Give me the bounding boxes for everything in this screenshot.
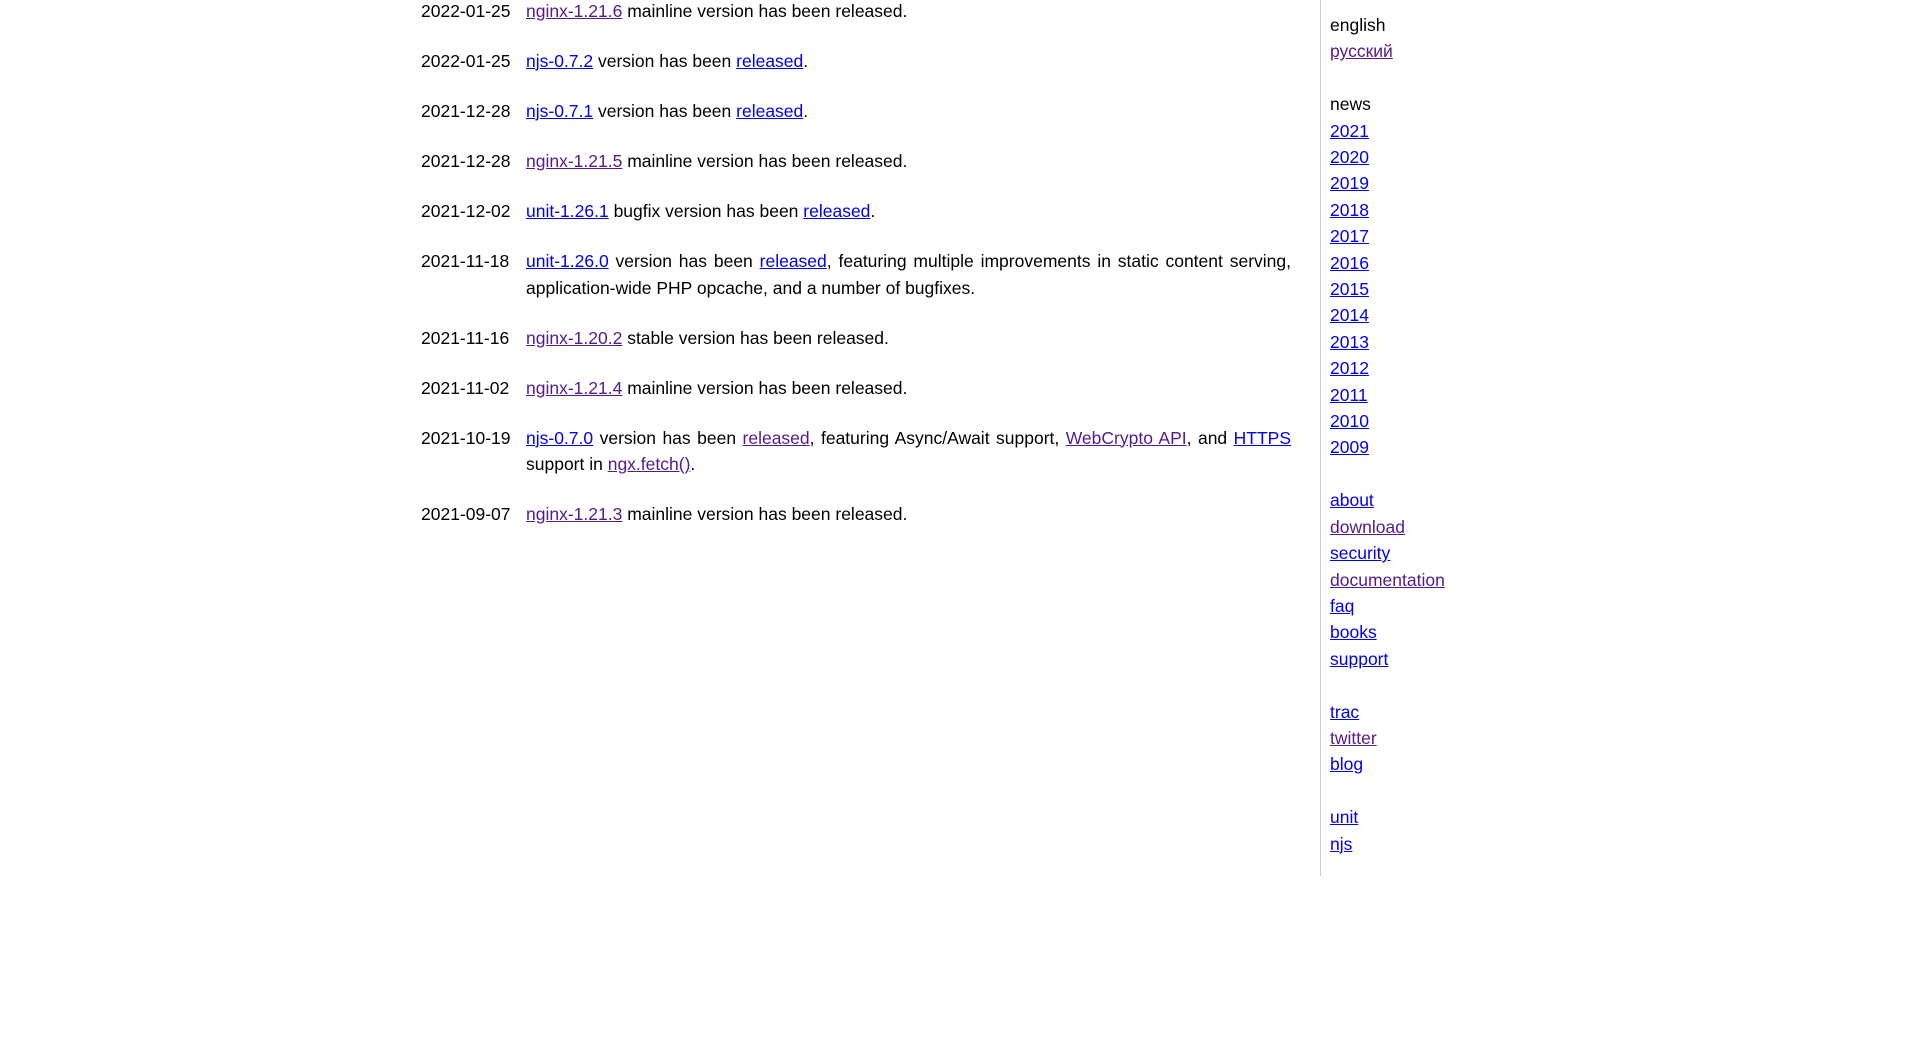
year-link-2012[interactable]: 2012 <box>1330 358 1369 379</box>
news-text <box>526 501 1291 528</box>
year-link-2015[interactable]: 2015 <box>1330 279 1369 300</box>
news-text-fragment: . <box>803 51 809 71</box>
news-text <box>526 325 1291 352</box>
news-text <box>526 198 1291 225</box>
news-entry <box>421 248 1291 301</box>
sidebar-menu <box>1330 12 1530 857</box>
language-link-1[interactable]: русский <box>1330 41 1393 62</box>
column-divider <box>1320 0 1321 876</box>
year-link-2009[interactable]: 2009 <box>1330 437 1369 458</box>
news-list <box>421 0 1291 551</box>
news-text-fragment: . <box>803 101 809 121</box>
year-link-2021[interactable]: 2021 <box>1330 120 1369 141</box>
year-link-2019[interactable]: 2019 <box>1330 173 1369 194</box>
news-entry <box>421 325 1291 352</box>
news-text-fragment: . <box>690 454 696 474</box>
news-text-fragment: . <box>870 201 876 221</box>
news-link-ngx-fetch[interactable]: ngx.fetch() <box>607 454 691 474</box>
menu-link-twitter[interactable]: twitter <box>1330 727 1377 748</box>
news-link-njs-0-7-1[interactable]: njs-0.7.1 <box>526 101 594 121</box>
year-link-2017[interactable]: 2017 <box>1330 226 1369 247</box>
menu-link-support[interactable]: support <box>1330 648 1389 669</box>
news-text <box>526 0 1291 25</box>
news-date: 2021-12-28 <box>421 101 511 121</box>
news-link-njs-0-7-0[interactable]: njs-0.7.0 <box>526 427 594 448</box>
year-link-2018[interactable]: 2018 <box>1330 199 1369 220</box>
news-date: 2021-12-28 <box>421 151 511 171</box>
menu-spacer <box>1330 461 1530 487</box>
news-text-fragment: mainline version has been released. <box>622 504 908 524</box>
news-text <box>526 425 1291 478</box>
news-text-fragment: , and <box>1186 427 1234 448</box>
news-link-nginx-1-21-3[interactable]: nginx-1.21.3 <box>526 504 623 524</box>
menu-link-njs[interactable]: njs <box>1330 833 1353 854</box>
news-entry <box>421 0 1291 25</box>
menu-link-blog[interactable]: blog <box>1330 754 1364 775</box>
menu-spacer <box>1330 65 1530 91</box>
news-entry <box>421 198 1291 225</box>
news-text <box>526 375 1291 402</box>
news-link-njs-0-7-2[interactable]: njs-0.7.2 <box>526 51 594 71</box>
news-entry <box>421 375 1291 402</box>
news-entry <box>421 48 1291 75</box>
news-link-nginx-1-20-2[interactable]: nginx-1.20.2 <box>526 327 623 348</box>
news-text-fragment: , featuring Async/Await support, <box>809 427 1066 448</box>
menu-spacer <box>1330 672 1530 698</box>
news-text-fragment: version has been <box>608 251 760 271</box>
news-link-released[interactable]: released <box>736 51 804 71</box>
menu-link-security[interactable]: security <box>1330 543 1391 564</box>
news-text-fragment: version has been <box>593 101 737 121</box>
news-text-fragment: , featuring multiple improvements in static content serving, application-wide PHP opcache, and a number of bugfixes. <box>526 251 1291 298</box>
year-link-2020[interactable]: 2020 <box>1330 147 1369 168</box>
news-text-fragment: mainline version has been released. <box>622 377 908 398</box>
menu-spacer <box>1330 778 1530 804</box>
news-date: 2022-01-25 <box>421 1 511 21</box>
year-link-2016[interactable]: 2016 <box>1330 252 1369 273</box>
news-date: 2021-09-07 <box>421 504 511 524</box>
menu-link-faq[interactable]: faq <box>1330 595 1355 616</box>
news-link-webcrypto-api[interactable]: WebCrypto API <box>1065 427 1187 448</box>
language-current: english <box>1330 15 1386 35</box>
menu-link-about[interactable]: about <box>1330 490 1374 511</box>
news-link-nginx-1-21-6[interactable]: nginx-1.21.6 <box>526 1 623 21</box>
news-text-fragment: version has been <box>593 51 737 71</box>
news-link-nginx-1-21-4[interactable]: nginx-1.21.4 <box>526 377 623 398</box>
news-date: 2021-11-16 <box>421 327 510 348</box>
news-heading: news <box>1330 94 1371 115</box>
news-text <box>526 148 1291 175</box>
news-text-fragment: mainline version has been released. <box>622 151 908 171</box>
year-link-2013[interactable]: 2013 <box>1330 331 1369 352</box>
news-entry <box>421 98 1291 125</box>
news-date: 2021-11-02 <box>421 377 510 398</box>
news-link-nginx-1-21-5[interactable]: nginx-1.21.5 <box>526 151 623 171</box>
news-link-released[interactable]: released <box>736 101 804 121</box>
year-link-2010[interactable]: 2010 <box>1330 411 1369 432</box>
news-date: 2022-01-25 <box>421 51 511 71</box>
menu-link-trac[interactable]: trac <box>1330 701 1360 722</box>
news-date: 2021-12-02 <box>421 201 511 221</box>
menu-link-documentation[interactable]: documentation <box>1330 569 1445 590</box>
news-entry <box>421 148 1291 175</box>
news-link-unit-1-26-0[interactable]: unit-1.26.0 <box>526 251 609 271</box>
news-text-fragment: version has been <box>593 427 743 448</box>
menu-link-download[interactable]: download <box>1330 516 1405 537</box>
news-link-https[interactable]: HTTPS <box>1233 427 1291 448</box>
news-link-released[interactable]: released <box>742 427 810 448</box>
news-date: 2021-11-18 <box>421 251 510 271</box>
news-text-fragment: bugfix version has been <box>608 201 804 221</box>
news-text <box>526 48 1291 75</box>
news-link-released[interactable]: released <box>803 201 871 221</box>
news-entry <box>421 425 1291 478</box>
news-text-fragment: stable version has been released. <box>622 327 889 348</box>
news-entry <box>421 501 1291 528</box>
news-text-fragment: mainline version has been released. <box>622 1 908 21</box>
news-link-unit-1-26-1[interactable]: unit-1.26.1 <box>526 201 609 221</box>
news-text <box>526 98 1291 125</box>
news-text <box>526 248 1291 301</box>
menu-link-books[interactable]: books <box>1330 622 1377 643</box>
menu-link-unit[interactable]: unit <box>1330 807 1359 828</box>
news-text-fragment: support in <box>526 454 608 474</box>
year-link-2014[interactable]: 2014 <box>1330 305 1369 326</box>
news-date: 2021-10-19 <box>421 427 511 448</box>
year-link-2011[interactable]: 2011 <box>1330 384 1368 405</box>
news-link-released[interactable]: released <box>759 251 827 271</box>
